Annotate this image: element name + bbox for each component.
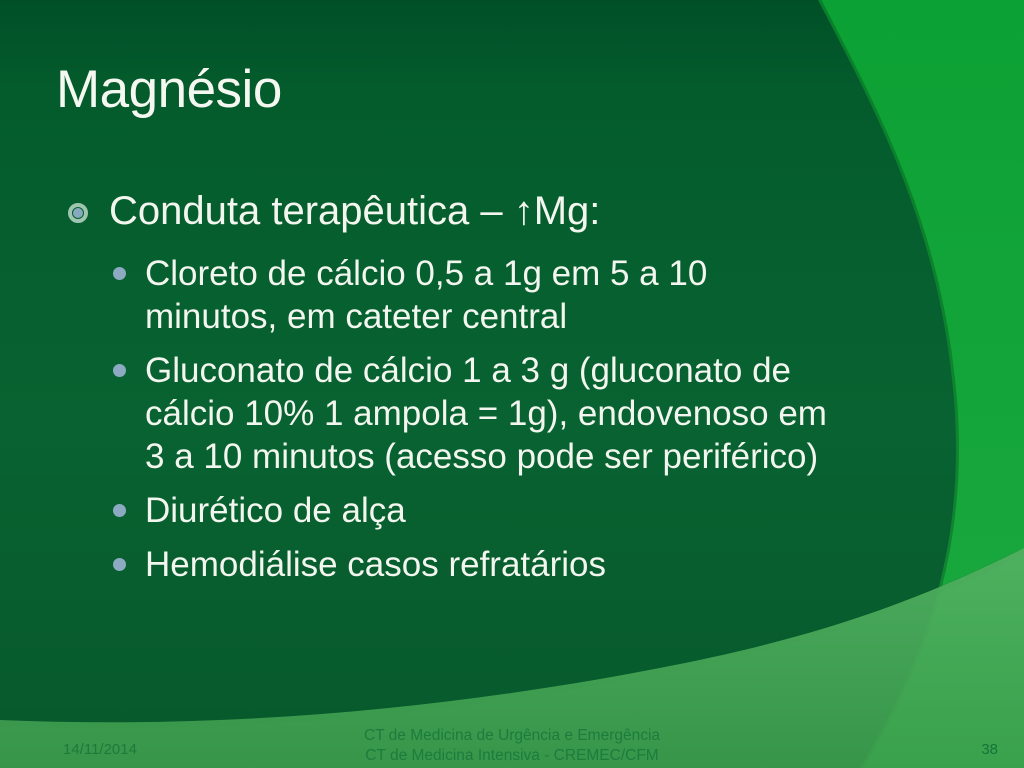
bullet-line: Hemodiálise casos refratários bbox=[145, 545, 607, 584]
bullet-line: cálcio 10% 1 ampola = 1g), endovenoso em bbox=[145, 394, 827, 433]
bullet-text bbox=[109, 187, 600, 236]
page-number: 38 bbox=[981, 741, 998, 758]
bullet-line: Conduta terapêutica – ↑Mg: bbox=[109, 189, 601, 233]
double-circle-bullet-icon bbox=[68, 203, 88, 223]
bullet-item bbox=[57, 187, 907, 236]
bullet-line: Diurético de alça bbox=[145, 491, 406, 530]
content-area bbox=[57, 187, 907, 597]
footer-date: 14/11/2014 bbox=[63, 741, 137, 758]
bullet-text bbox=[145, 543, 606, 586]
dot-bullet-icon bbox=[113, 267, 126, 280]
footer-credits-line: CT de Medicina Intensiva - CREMEC/CFM bbox=[365, 747, 659, 764]
bullet-text bbox=[145, 349, 827, 478]
dot-bullet-icon bbox=[113, 364, 126, 377]
bullet-line: minutos, em cateter central bbox=[145, 297, 568, 336]
bullet-item bbox=[57, 349, 907, 478]
bullet-line: Cloreto de cálcio 0,5 a 1g em 5 a 10 bbox=[145, 254, 708, 293]
bullet-item bbox=[57, 252, 907, 338]
bullet-line: Gluconato de cálcio 1 a 3 g (gluconato de bbox=[145, 351, 791, 390]
bullet-text bbox=[145, 252, 707, 338]
dot-bullet-icon bbox=[113, 504, 126, 517]
footer-credits-line: CT de Medicina de Urgência e Emergência bbox=[363, 727, 661, 744]
footer-credits bbox=[0, 726, 1024, 766]
slide-title: Magnésio bbox=[56, 60, 282, 119]
bullet-item bbox=[57, 543, 907, 586]
bullet-item bbox=[57, 489, 907, 532]
dot-bullet-icon bbox=[113, 558, 126, 571]
bullet-line: 3 a 10 minutos (acesso pode ser periférico) bbox=[145, 437, 819, 476]
bullet-text bbox=[145, 489, 406, 532]
